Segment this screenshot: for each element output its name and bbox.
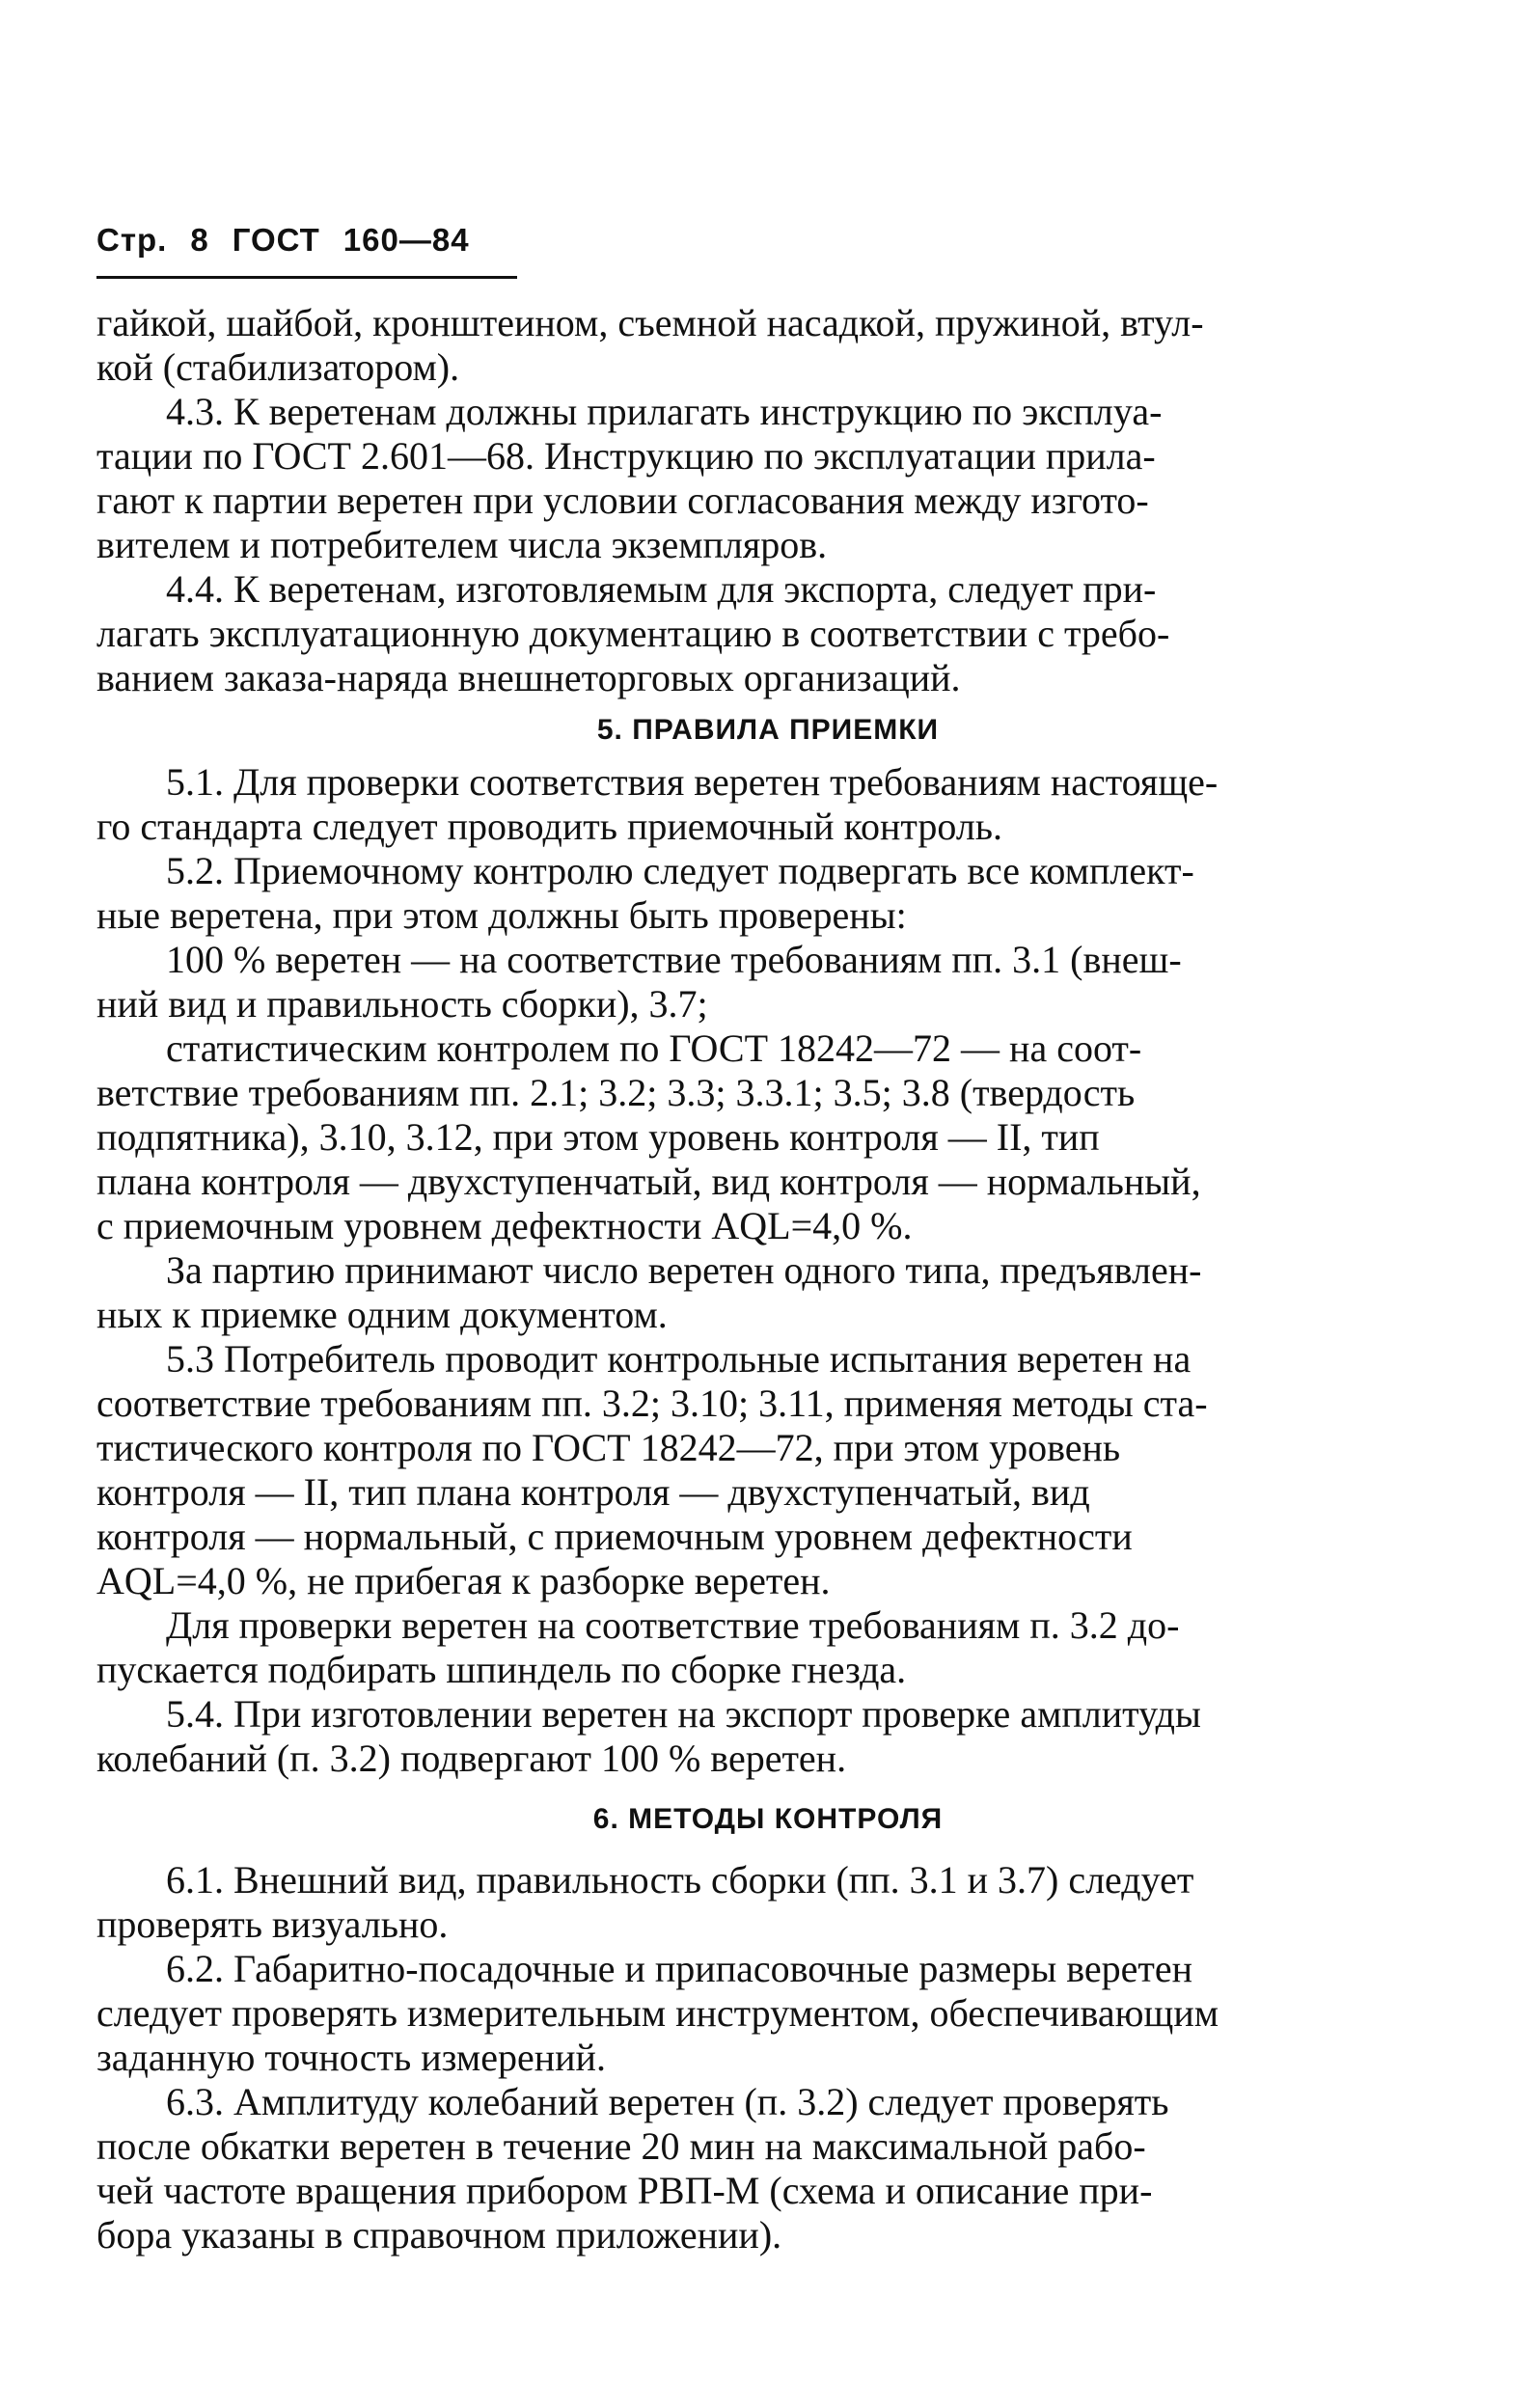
paragraph-5-3: 5.3 Потребитель проводит контрольные испытания веретен на соответствие требованиям пп. 3.2; 3.10; 3.11, применяя методы ста- тистического контроля по ГОСТ 18242—72, при этом уровень контроля — II, тип плана контроля — двухступенчатый, вид контроля — нормальный, с приемочным уровнем дефектности AQL=4,0 %, не прибегая к разборке веретен.	[96, 1337, 1208, 1602]
paragraph-5-2: 5.2. Приемочному контролю следует подвергать все комплект- ные веретена, при этом должны быть проверены:	[96, 849, 1194, 937]
page-header	[96, 222, 470, 259]
paragraph-5-4: 5.4. При изготовлении веретен на экспорт проверке амплитуды колебаний (п. 3.2) подвергают 100 % веретен.	[96, 1692, 1201, 1780]
section-heading-5: 5. ПРАВИЛА ПРИЕМКИ	[596, 714, 940, 746]
paragraph-6-3: 6.3. Амплитуду колебаний веретен (п. 3.2) следует проверять после обкатки веретен в течение 20 мин на максимальной рабо- чей частоте вращения прибором РВП-М (схема и описание при- бора указаны в справочном приложении).	[96, 2080, 1169, 2257]
paragraph-continuation: гайкой, шайбой, кронштеином, съемной насадкой, пружиной, втул- кой (стабилизатором).	[96, 301, 1204, 389]
paragraph-5-1: 5.1. Для проверки соответствия веретен требованиям настояще- го стандарта следует проводить приемочный контроль.	[96, 760, 1219, 848]
paragraph-spindle-check: Для проверки веретен на соответствие требованиям п. 3.2 до- пускается подбирать шпиндель по сборке гнезда.	[96, 1603, 1180, 1691]
page-label: Стр.	[96, 222, 168, 258]
section-heading-6: 6. МЕТОДЫ КОНТРОЛЯ	[592, 1803, 944, 1835]
paragraph-4-3: 4.3. К веретенам должны прилагать инструкцию по эксплуа- тации по ГОСТ 2.601—68. Инструкцию по эксплуатации прила- гают к партии веретен при условии согласования между изгото- вителем и потребителем числа экземпляров.	[96, 390, 1163, 566]
standard-number: 160—84	[342, 222, 470, 258]
paragraph-6-2: 6.2. Габаритно-посадочные и припасовочные размеры веретен следует проверять измерительным инструментом, обеспечивающим заданную точность измерений.	[96, 1947, 1219, 2079]
paragraph-100-percent: 100 % веретен — на соответствие требованиям пп. 3.1 (внеш- ний вид и правильность сборки), 3.7;	[96, 938, 1182, 1026]
paragraph-6-1: 6.1. Внешний вид, правильность сборки (пп. 3.1 и 3.7) следует проверять визуально.	[96, 1858, 1194, 1946]
page-number: 8	[190, 222, 209, 258]
header-rule	[96, 276, 517, 279]
paragraph-4-4: 4.4. К веретенам, изготовляемым для экспорта, следует при- лагать эксплуатационную документацию в соответствии с требо- ванием заказа-наряда внешнеторговых организаций.	[96, 567, 1170, 699]
standard-label: ГОСТ	[232, 222, 320, 258]
document-body	[96, 301, 1439, 2258]
paragraph-batch: За партию принимают число веретен одного типа, предъявлен- ных к приемке одним документом.	[96, 1248, 1202, 1336]
paragraph-statistical-control: статистическим контролем по ГОСТ 18242—72 — на соот- ветствие требованиям пп. 2.1; 3.2; 3.3; 3.3.1; 3.5; 3.8 (твердость подпятника), 3.10, 3.12, при этом уровень контроля — II, тип плана контроля — двухступенчатый, вид контроля — нормальный, с приемочным уровнем дефектности AQL=4,0 %.	[96, 1026, 1201, 1247]
